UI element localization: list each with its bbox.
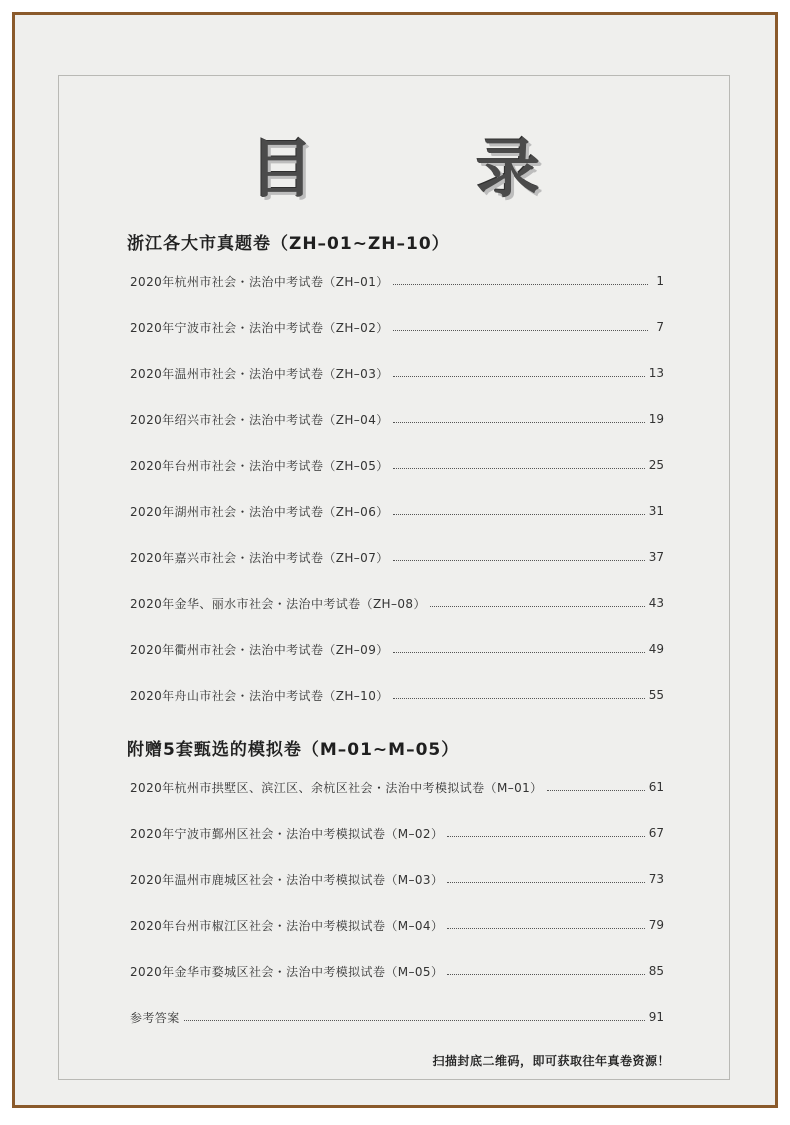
toc-item[interactable]: [130, 824, 664, 842]
toc-item[interactable]: [130, 456, 664, 474]
toc-item[interactable]: [130, 916, 664, 934]
toc-item-page: 13: [648, 366, 664, 380]
toc-item[interactable]: [130, 502, 664, 520]
toc-item-page: 19: [648, 412, 664, 426]
toc-item-page: 31: [648, 504, 664, 518]
toc-item-title: 2020年台州市社会・法治中考试卷（ZH–05）: [130, 458, 389, 473]
toc-item-title: 2020年宁波市社会・法治中考试卷（ZH–02）: [130, 320, 389, 335]
dot-leader: [547, 790, 645, 791]
toc-item-page: 85: [648, 964, 664, 978]
toc-item[interactable]: [130, 364, 664, 382]
toc-item-page: 25: [648, 458, 664, 472]
toc-item-title: 2020年舟山市社会・法治中考试卷（ZH–10）: [130, 688, 389, 703]
toc-item[interactable]: [130, 594, 664, 612]
dot-leader: [447, 928, 644, 929]
page-title: 目 录: [249, 133, 611, 207]
toc-item-page: 49: [648, 642, 664, 656]
toc-item-page: 7: [656, 320, 664, 334]
toc-item-title: 2020年湖州市社会・法治中考试卷（ZH–06）: [130, 504, 389, 519]
toc-item[interactable]: [130, 778, 664, 796]
dot-leader: [393, 330, 648, 331]
toc-item-title: 2020年金华市婺城区社会・法治中考模拟试卷（M–05）: [130, 964, 444, 979]
toc-item-answers[interactable]: [130, 1008, 664, 1026]
toc-item-page: 55: [648, 688, 664, 702]
toc-item[interactable]: [130, 410, 664, 428]
toc-item-title: 2020年衢州市社会・法治中考试卷（ZH–09）: [130, 642, 389, 657]
toc-item[interactable]: [130, 318, 664, 336]
toc-item-title: 2020年温州市社会・法治中考试卷（ZH–03）: [130, 366, 389, 381]
toc-item-page: 91: [648, 1010, 664, 1024]
toc-item-title: 2020年金华、丽水市社会・法治中考试卷（ZH–08）: [130, 596, 426, 611]
dot-leader: [393, 284, 648, 285]
section-heading-real-exams: 浙江各大市真题卷（ZH–01~ZH–10）: [127, 234, 450, 254]
toc-item-title: 2020年台州市椒江区社会・法治中考模拟试卷（M–04）: [130, 918, 444, 933]
dot-leader: [393, 422, 645, 423]
dot-leader: [393, 468, 645, 469]
toc-item-page: 79: [648, 918, 664, 932]
dot-leader: [393, 514, 645, 515]
dot-leader: [393, 560, 645, 561]
dot-leader: [184, 1020, 645, 1021]
toc-item-title: 参考答案: [130, 1010, 180, 1025]
toc-item-page: 43: [648, 596, 664, 610]
dot-leader: [393, 652, 645, 653]
toc-item[interactable]: [130, 870, 664, 888]
toc-item-page: 1: [656, 274, 664, 288]
dot-leader: [430, 606, 645, 607]
toc-item[interactable]: [130, 962, 664, 980]
dot-leader: [393, 376, 645, 377]
toc-item-title: 2020年嘉兴市社会・法治中考试卷（ZH–07）: [130, 550, 389, 565]
toc-item-title: 2020年绍兴市社会・法治中考试卷（ZH–04）: [130, 412, 389, 427]
toc-item[interactable]: [130, 686, 664, 704]
toc-item-page: 73: [648, 872, 664, 886]
toc-item[interactable]: [130, 640, 664, 658]
dot-leader: [393, 698, 645, 699]
toc-item-page: 37: [648, 550, 664, 564]
dot-leader: [447, 836, 644, 837]
footer-note: 扫描封底二维码，即可获取往年真卷资源！: [432, 1054, 670, 1068]
toc-item-title: 2020年杭州市拱墅区、滨江区、余杭区社会・法治中考模拟试卷（M–01）: [130, 780, 543, 795]
toc-item[interactable]: [130, 548, 664, 566]
section-heading-mock-exams: 附赠5套甄选的模拟卷（M–01~M–05）: [127, 740, 460, 760]
toc-item[interactable]: [130, 272, 664, 290]
toc-item-page: 67: [648, 826, 664, 840]
toc-item-title: 2020年温州市鹿城区社会・法治中考模拟试卷（M–03）: [130, 872, 444, 887]
toc-item-page: 61: [648, 780, 664, 794]
dot-leader: [447, 882, 644, 883]
dot-leader: [447, 974, 644, 975]
toc-item-title: 2020年杭州市社会・法治中考试卷（ZH–01）: [130, 274, 389, 289]
toc-item-title: 2020年宁波市鄞州区社会・法治中考模拟试卷（M–02）: [130, 826, 444, 841]
